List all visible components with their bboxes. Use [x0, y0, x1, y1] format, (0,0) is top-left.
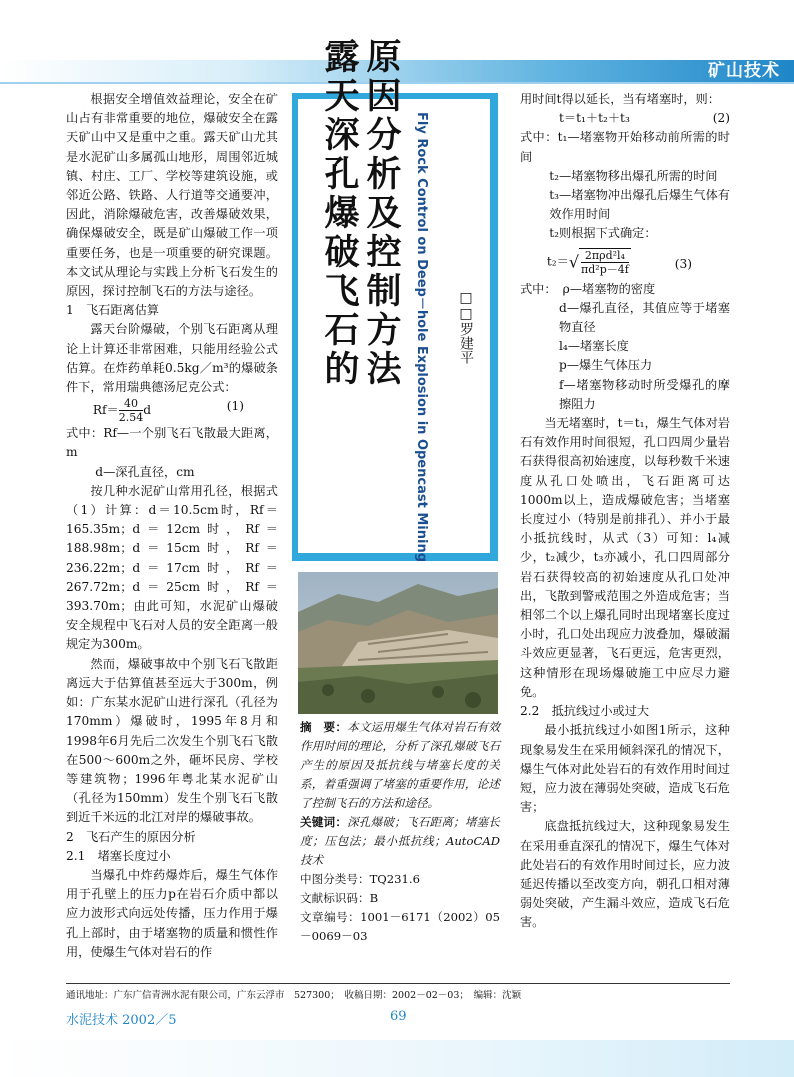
abstract-text: 本文运用爆生气体对岩石有效作用时间的理论，分析了深孔爆破飞石产生的原因及抵抗线与堵塞长度的关系，着重强调了堵塞的重要作用，论述了控制飞石的方法和途径。 [300, 720, 500, 810]
definition: t₃—堵塞物冲出爆孔后爆生气体有效作用时间 [549, 188, 730, 222]
eq1-fraction [119, 397, 144, 424]
footnote: 通讯地址：广东广信青洲水泥有限公司，广东云浮市 527300； 收稿日期：2002－02－03； 编辑：沈颖 [66, 990, 522, 1001]
definition: d—深孔直径，cm [95, 464, 195, 479]
section-heading: 2 飞石产生的原因分析 [66, 829, 196, 844]
definition: d—爆孔直径，其值应等于堵塞物直径 [559, 300, 730, 335]
eq3-radical [579, 248, 631, 276]
page-number: 69 [390, 1009, 407, 1024]
footer-band [0, 1040, 794, 1077]
definition: f—堵塞物移动时所受爆孔的摩擦阻力 [559, 377, 730, 411]
running-head: 矿山技术 [708, 61, 780, 81]
subsection-heading: 2.2 抵抗线过小或过大 [520, 704, 650, 719]
paragraph: 然而，爆破事故中个别飞石飞散距离远大于估算值甚至远大于300m，例如：广东某水泥矿山进行深孔（孔径为170mm）爆破时，1995年8月和1998年6月先后二次发生个别飞石飞散在500～600m之外，砸坏民房、学校等建筑物；1996年粤北某水泥矿山（孔径为150mm）发生个别飞石飞散到近千米远的北江对岸的爆破事故。 [66, 656, 278, 825]
keywords-text: 深孔爆破；飞石距离；堵塞长度；压包法；最小抵抗线；AutoCAD技术 [300, 815, 500, 867]
quarry-photo-illustration [298, 572, 498, 714]
paragraph: 用时间t得以延长，当有堵塞时，则： [520, 92, 720, 106]
eq2-expression: t＝t₁＋t₂＋t₃ [559, 111, 630, 126]
eq1-numerator: 40 [119, 397, 144, 411]
paragraph: 按几种水泥矿山常用孔径，根据式（1）计算：d＝10.5cm时，Rf＝165.35m；d＝12cm时，Rf＝188.98m；d＝15cm时，Rf＝236.22m；d＝17cm时，Rf＝267.72m；d＝25cm时，Rf＝393.70m；由此可知，水泥矿山爆破安全规程中飞石对人员的安全距离一般规定为300m。 [66, 483, 278, 652]
eq1-number: (1) [226, 399, 244, 414]
paragraph: 露天台阶爆破，个别飞石距离从理论上计算还非常困难，只能用经验公式估算。在炸药单耗0.5kg／m³的爆破条件下，常用瑞典德汤尼克公式： [66, 322, 278, 395]
column-left [66, 90, 278, 962]
intro-paragraph: 根据安全增值效益理论，安全在矿山占有非常重要的地位，爆破安全在露天矿山中又是重中之重。露天矿山尤其是水泥矿山多属孤山地形，周围邻近城镇、村庄、工厂、学校等建筑设施，或邻近公路、铁路、人行道等交通要冲，因此，消除爆破危害，改善爆破效果，确保爆破安全，既是矿山爆破工作一项重要任务，也是一项重要的研究课题。本文试从理论与实践上分析飞石发生的原因，探讨控制飞石的方法与途径。 [66, 92, 278, 299]
eq2-number: (2) [712, 111, 730, 126]
paragraph: 最小抵抗线过小如图1所示，这种现象易发生在采用倾斜深孔的情况下，爆生气体对此处岩石的有效作用时间过短，应力波在薄弱处突破，造成飞石危害； [520, 723, 730, 815]
eq3-fraction [581, 249, 629, 276]
definition: 式中：Rf—一个别飞石飞散最大距离，m [66, 426, 278, 460]
footer-journal: 水泥技术 2002／5 [66, 1013, 177, 1028]
definition: 式中：t₁—堵塞物开始移动前所需的时 间 [520, 130, 755, 164]
definition: 式中： ρ—堵塞物的密度 [520, 281, 656, 296]
clc-number: 中图分类号：TQ231.6 [300, 872, 420, 886]
quarry-photo [298, 572, 498, 714]
equation-1 [66, 397, 278, 424]
equation-2 [520, 109, 730, 128]
footnote-rule [66, 983, 730, 984]
eq3-numerator: 2πρd²l₄ [581, 249, 629, 263]
definition: p—爆生气体压力 [559, 358, 653, 373]
subsection-heading: 2.1 堵塞长度过小 [66, 848, 171, 863]
definition: l₄—堵塞长度 [559, 339, 629, 354]
article-number: 文章编号：1001－6171（2002）05－0069－03 [300, 910, 500, 943]
paragraph: 底盘抵抗线过大，这种现象易发生在采用垂直深孔的情况下，爆生气体对此处岩石的有效作用时间过长，应力波延迟传播以至改变方向，朝孔口相对薄弱处突破，产生漏斗效应，造成飞石危害。 [520, 819, 730, 930]
definition: t₂—堵塞物移出爆孔所需的时间 [549, 168, 718, 183]
eq3-number: (3) [674, 256, 692, 271]
eq1-denominator: 2.54 [118, 411, 144, 425]
chinese-title-line-2: 原因分析及控制方法 [361, 38, 401, 389]
equation-3: t₂＝√ $\frac{\text{2πρd²l₄}}{\text{πd²p－4f}}$ (3) [520, 248, 730, 276]
eq3-lhs: t₂＝ [546, 254, 569, 269]
document-code: 文献标识码：B [300, 891, 379, 905]
definition: t₂则根据下式确定： [549, 226, 657, 241]
abstract-label: 摘 要： [300, 720, 348, 734]
english-title: Fly Rock Control on Deep－hole Explosion in Opencast Mining [414, 112, 429, 562]
section-heading: 1 飞石距离估算 [66, 303, 160, 318]
abstract [300, 718, 500, 946]
paragraph: 当无堵塞时，t＝t₁，爆生气体对岩石有效作用时间很短，孔口四周少量岩石获得很高初始速度，以每秒数千米速度从孔口处喷出，飞石距离可达1000m以上，造成爆破危害；当堵塞长度过小（特别是前排孔）、并小于最小抵抗线时，从式（3）可知：l₄减少，t₂减少，t₃亦减小，孔口四周部分岩石获得较高的初始速度从孔口处冲出，飞散到警戒范围之外造成危害；当相邻二个以上爆孔同时出现堵塞长度过小时，孔口处出现应力波叠加，爆破漏斗效应更显著，飞石更远，危害更烈，这种情形在现场爆破施工中应尽力避免。 [520, 416, 730, 699]
author: □□罗建平 [458, 290, 474, 364]
keywords-label: 关键词： [300, 815, 348, 829]
eq1-lhs: Rf＝ [92, 403, 119, 418]
paragraph: 当爆孔中炸药爆炸后，爆生气体作用于孔壁上的压力p在岩石介质中都以应力波形式向远处传播，压力作用于爆孔上部时，由于堵塞物的质量和惯性作用，使爆生气体对岩石的作 [66, 867, 278, 959]
eq1-rhs: d [143, 403, 152, 418]
eq3-denominator: πd²p－4f [581, 262, 629, 276]
column-right [520, 90, 755, 933]
chinese-title-line-1: 露天深孔爆破飞石的 [319, 38, 359, 389]
